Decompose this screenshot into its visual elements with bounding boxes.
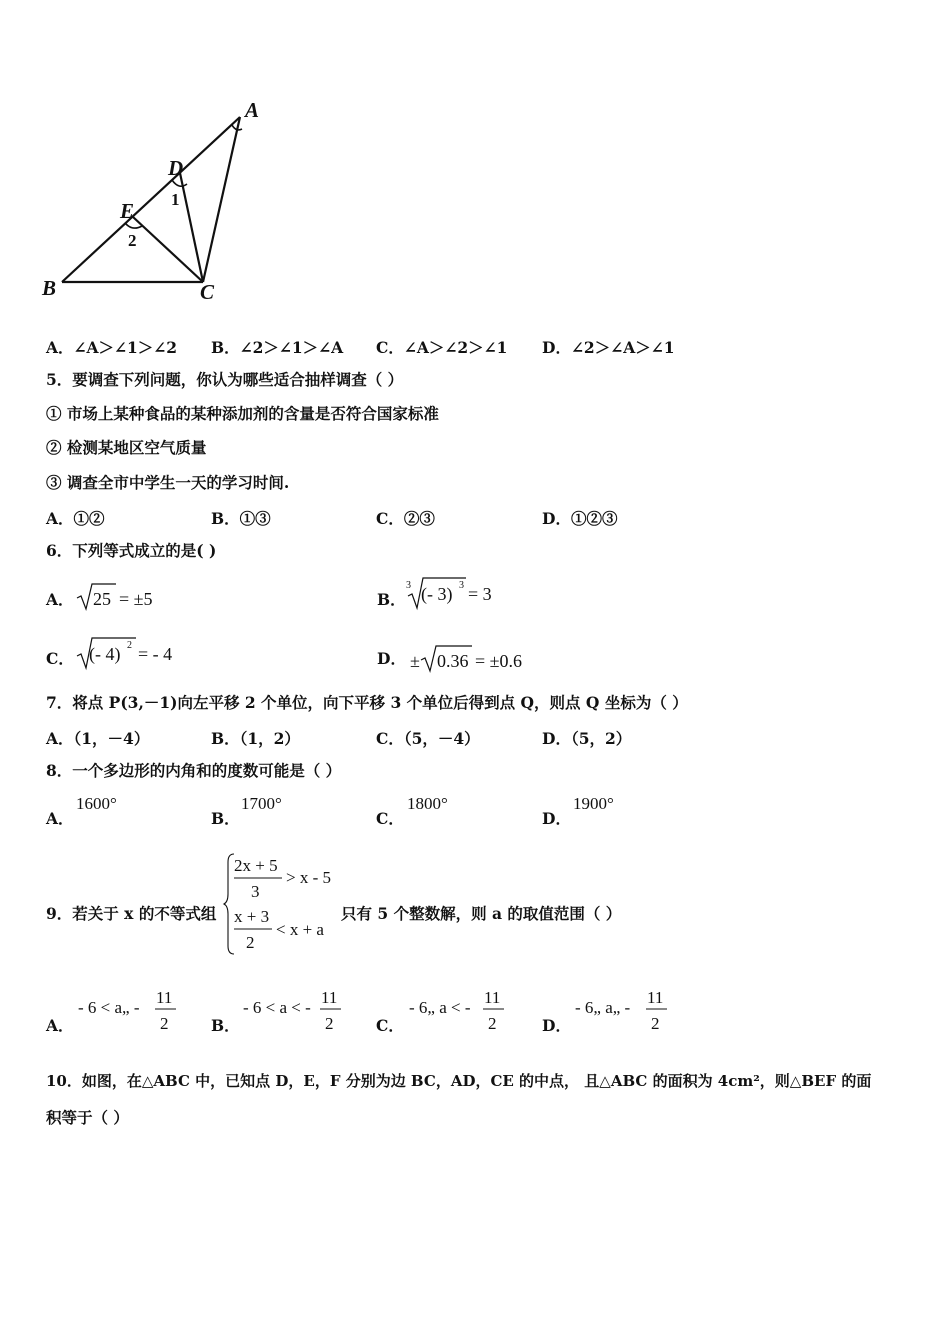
q8-value-c: 1800° [407, 794, 448, 813]
q10-line-1: 10．如图，在△ABC 中，已知点 D，E，F 分别为边 BC，AD，CE 的中点， 且△ABC 的面积为 4cm²，则△BEF 的面 [46, 1072, 872, 1090]
q5-item-3: ③ 调查全市中学生一天的学习时间. [46, 473, 290, 492]
segment-BA [62, 117, 240, 282]
triangle-figure [40, 95, 280, 310]
q5-option-b: B．①③ [211, 509, 271, 528]
q9-a-denominator: 2 [160, 1014, 169, 1033]
q6-d-rhs: = ±0.6 [475, 651, 523, 671]
q10-line-2: 积等于（ ） [46, 1108, 129, 1127]
q5-stem: 5．要调查下列问题，你认为哪些适合抽样调查（ ） [46, 370, 404, 389]
q9-label-c: C． [376, 1016, 404, 1035]
q6-label-d: D． [377, 649, 406, 668]
q8-value-b: 1700° [241, 794, 282, 813]
label-E: E [120, 199, 135, 223]
q9-stem-prefix: 9．若关于 x 的不等式组 [46, 904, 217, 923]
label-A: A [245, 98, 260, 122]
q9-ineq2-numerator: x + 3 [234, 907, 270, 926]
q7-stem: 7．将点 P(3,－1)向左平移 2 个单位，向下平移 3 个单位后得到点 Q，则点 Q 坐标为（ ） [46, 693, 688, 712]
q6-option-d-formula [408, 642, 538, 676]
q6-a-rhs: = ±5 [119, 589, 153, 609]
q6-c-exponent: 2 [127, 640, 132, 651]
segment-CE [133, 217, 203, 282]
q9-ineq1-rhs: > x - 5 [286, 868, 331, 887]
segment-CA [203, 117, 240, 282]
q5-option-a: A．①② [46, 509, 105, 528]
q9-d-numerator: 11 [647, 988, 664, 1007]
q9-c-left: - 6„ a < - [409, 998, 471, 1017]
q8-stem: 8．一个多边形的内角和的度数可能是（ ） [46, 761, 342, 780]
q9-stem-suffix: 只有 5 个整数解，则 a 的取值范围（ ） [341, 904, 622, 923]
q6-b-radicand: (- 3) [421, 584, 453, 604]
q7-option-b: B．（1，2） [211, 729, 300, 748]
q6-option-c-formula [74, 632, 194, 672]
q9-c-numerator: 11 [484, 988, 501, 1007]
q9-d-left: - 6„ a„ - [575, 998, 631, 1017]
label-B: B [42, 276, 57, 300]
q9-option-b-formula [241, 984, 356, 1036]
segment-CD [180, 173, 203, 282]
q8-label-c: C． [376, 809, 404, 828]
q7-option-c: C．（5，－4） [376, 729, 480, 748]
q4-option-c: C．∠A＞∠2＞∠1 [376, 338, 508, 357]
q6-b-exponent: 3 [459, 580, 464, 591]
q9-ineq1-denominator: 3 [251, 882, 260, 901]
q9-b-numerator: 11 [321, 988, 338, 1007]
q8-label-a: A． [46, 809, 74, 828]
q9-ineq1-numerator: 2x + 5 [234, 856, 278, 875]
q6-c-rhs: = - 4 [138, 644, 173, 664]
q9-label-b: B． [211, 1016, 240, 1035]
q8-label-b: B． [211, 809, 240, 828]
q9-b-denominator: 2 [325, 1014, 334, 1033]
q4-option-b: B．∠2＞∠1＞∠A [211, 338, 344, 357]
q8-value-a: 1600° [76, 794, 117, 813]
q5-item-1: ① 市场上某种食品的某种添加剂的含量是否符合国家标准 [46, 404, 439, 423]
label-C: C [200, 280, 215, 304]
q4-option-d: D．∠2＞∠A＞∠1 [542, 338, 675, 357]
q4-option-a: A．∠A＞∠1＞∠2 [46, 338, 178, 357]
q6-stem: 6．下列等式成立的是( ) [46, 541, 217, 560]
q6-d-pm: ± [410, 651, 420, 671]
q6-a-radicand: 25 [93, 589, 111, 609]
q9-c-denominator: 2 [488, 1014, 497, 1033]
q9-a-left: - 6 < a„ - [78, 998, 140, 1017]
q9-ineq2-denominator: 2 [246, 933, 255, 952]
q6-label-b: B． [377, 590, 406, 609]
q5-option-c: C．②③ [376, 509, 435, 528]
q9-option-d-formula [573, 984, 683, 1036]
q9-label-a: A． [46, 1016, 74, 1035]
q5-option-d: D．①②③ [542, 509, 618, 528]
q9-ineq2-rhs: < x + a [276, 920, 324, 939]
q6-option-b-formula [404, 572, 514, 612]
q9-b-left: - 6 < a < - [243, 998, 311, 1017]
q6-c-radicand: (- 4) [89, 644, 121, 664]
label-angle-2: 2 [128, 231, 137, 250]
q6-b-rhs: = 3 [468, 584, 492, 604]
label-angle-1: 1 [171, 190, 180, 209]
q8-value-d: 1900° [573, 794, 614, 813]
angle-1-arc [172, 180, 187, 186]
q7-option-a: A．（1，－4） [46, 729, 150, 748]
q9-option-c-formula [407, 984, 517, 1036]
label-D: D [168, 156, 184, 180]
q9-d-denominator: 2 [651, 1014, 660, 1033]
left-brace [224, 854, 234, 954]
q7-option-d: D．（5，2） [542, 729, 632, 748]
q6-label-a: A． [46, 590, 74, 609]
q6-option-a-formula [74, 580, 184, 614]
q6-label-c: C． [46, 649, 74, 668]
q8-label-d: D． [542, 809, 571, 828]
q9-inequality-system [222, 850, 342, 958]
q9-a-numerator: 11 [156, 988, 173, 1007]
q9-label-d: D． [542, 1016, 571, 1035]
q5-item-2: ② 检测某地区空气质量 [46, 438, 207, 457]
q9-option-a-formula [76, 984, 186, 1036]
q6-d-radicand: 0.36 [437, 651, 469, 671]
q6-b-index: 3 [406, 580, 411, 591]
